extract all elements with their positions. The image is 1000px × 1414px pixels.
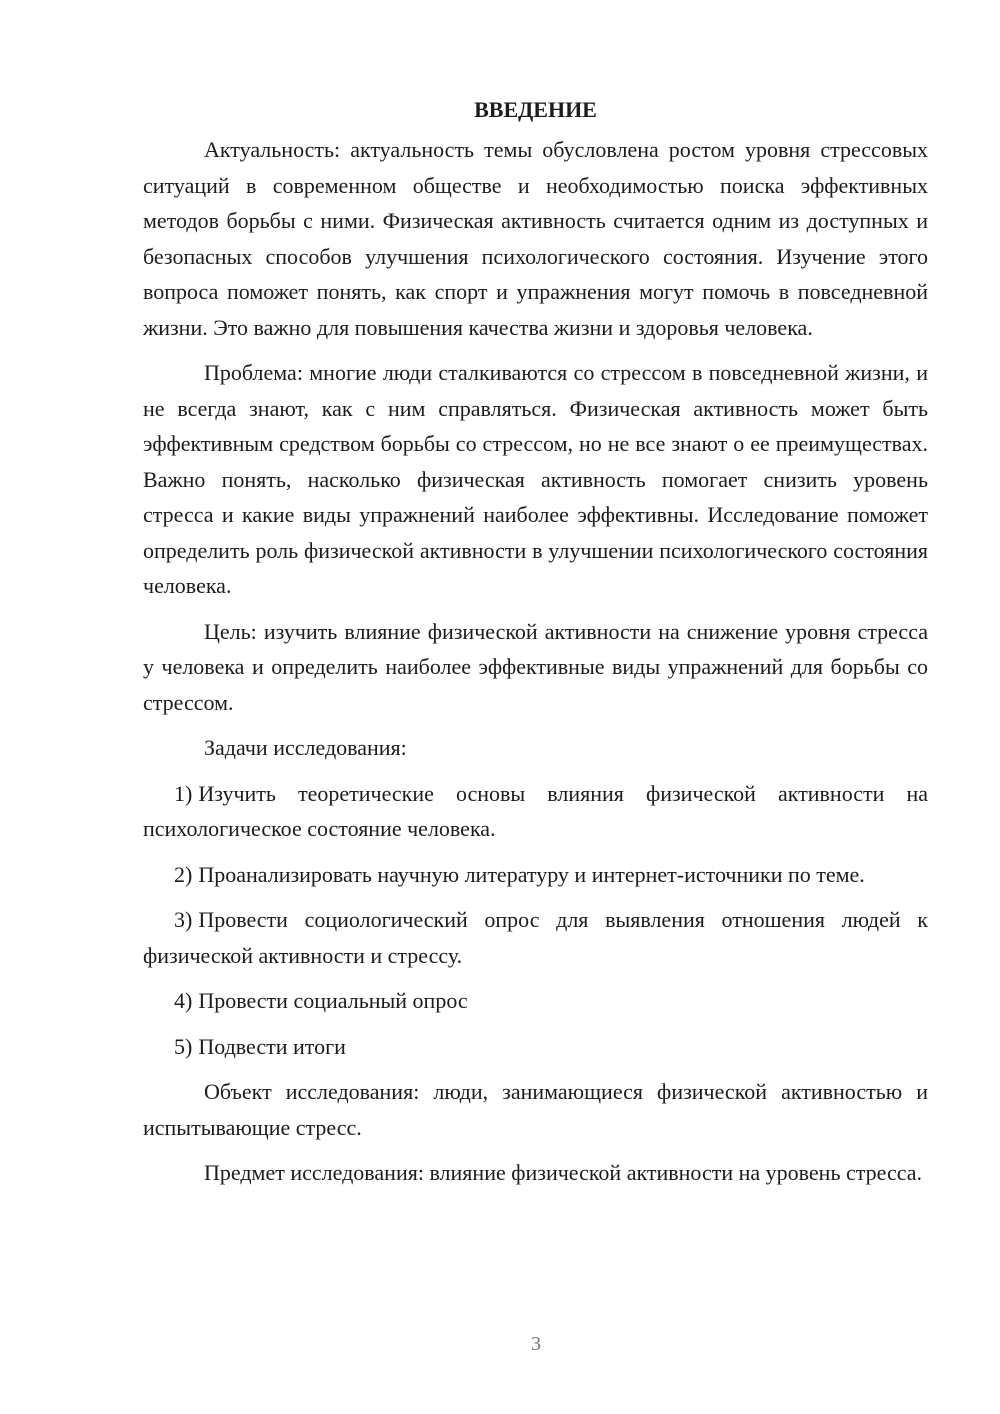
section-title: ВВЕДЕНИЕ: [474, 97, 597, 122]
task-number: 3): [174, 907, 193, 932]
task-item: [143, 1029, 928, 1065]
task-number: 1): [174, 780, 193, 806]
relevance-paragraph: Актуальность: актуальность темы обусловлена ростом уровня стрессовых ситуаций в современном обществе и необходимостью поиска эффективных методов борьбы с ними. Физическая активность считается одним из доступных и безопасных способов улучшения психологического состояния. Изучение этого вопроса поможет понять, как спорт и упражнения могут помочь в повседневной жизни. Это важно для повышения качества жизни и здоровья человека.: [143, 137, 928, 340]
page-number: 3: [531, 1333, 541, 1355]
task-item: [143, 857, 928, 893]
task-text: Изучить теоретические основы влияния физической активности на психологическое состояние человека.: [143, 780, 928, 841]
goal-paragraph: Цель: изучить влияние физической активности на снижение уровня стресса у человека и определить наиболее эффективные виды упражнений для борьбы со стрессом.: [143, 618, 928, 715]
task-number: 4): [174, 988, 193, 1013]
task-item: [143, 902, 928, 973]
page-content: [143, 92, 928, 1201]
task-text: Проанализировать научную литературу и интернет-источники по теме.: [198, 861, 865, 887]
tasks-heading: Задачи исследования:: [204, 735, 407, 760]
task-text: Провести социальный опрос: [198, 988, 468, 1013]
task-item: [143, 776, 928, 847]
task-number: 2): [174, 861, 193, 887]
task-number: 5): [174, 1033, 193, 1059]
object-paragraph: Объект исследования: люди, занимающиеся физической активностью и испытывающие стресс.: [143, 1079, 928, 1140]
subject-paragraph: Предмет исследования: влияние физической активности на уровень стресса.: [204, 1160, 923, 1185]
task-item: [143, 983, 928, 1019]
task-text: Провести социологический опрос для выявления отношения людей к физической активности и стрессу.: [143, 907, 928, 968]
problem-paragraph: Проблема: многие люди сталкиваются со стрессом в повседневной жизни, и не всегда знают, как с ним справляться. Физическая активность может быть эффективным средством борьбы со стрессом, но не все знают о ее преимуществах. Важно понять, насколько физическая активность помогает снизить уровень стресса и какие виды упражнений наиболее эффективны. Исследование поможет определить роль физической активности в улучшении психологического состояния человека.: [143, 360, 928, 598]
task-text: Подвести итоги: [198, 1033, 346, 1059]
